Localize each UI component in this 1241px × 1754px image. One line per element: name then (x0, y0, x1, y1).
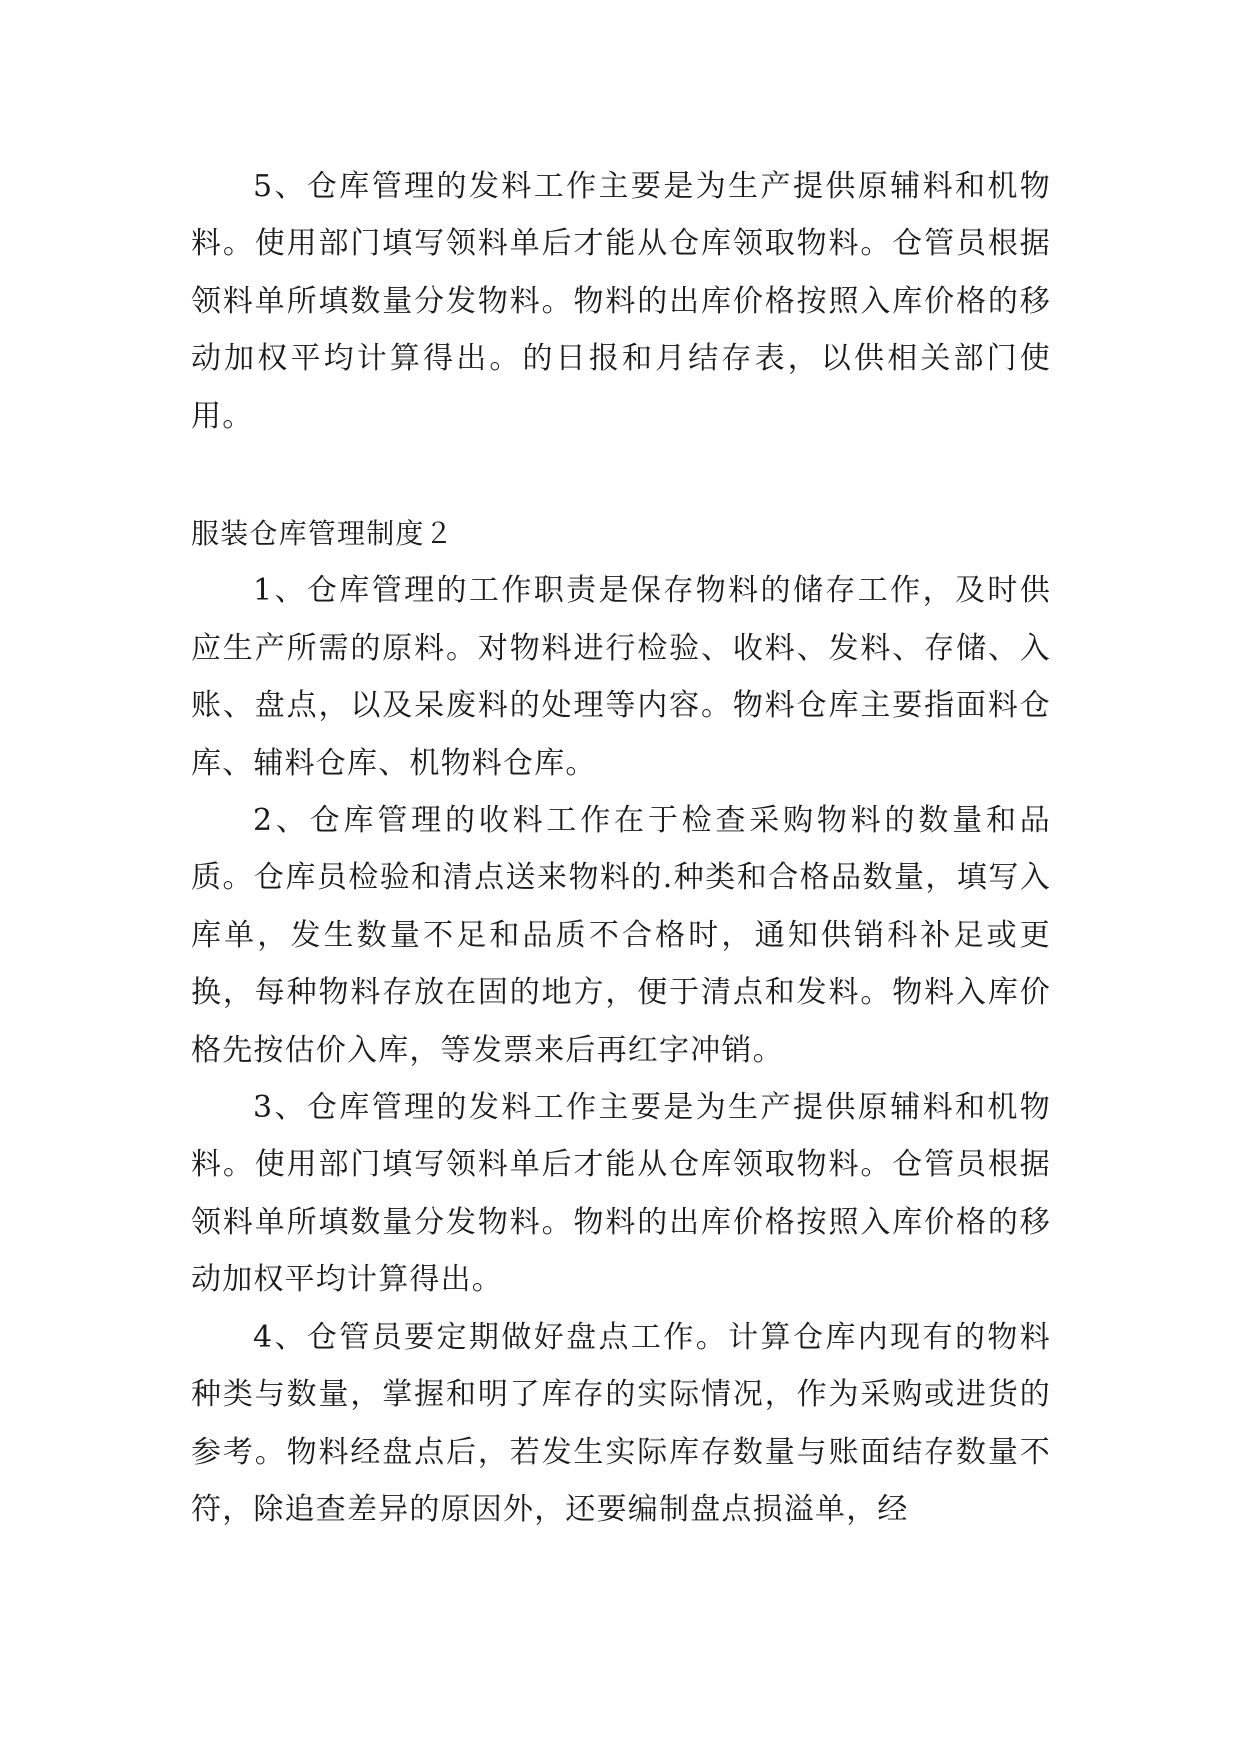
paragraph-2: 2、仓库管理的收料工作在于检查采购物料的数量和品质。仓库员检验和清点送来物料的.种类和合格品数量，填写入库单，发生数量不足和品质不合格时，通知供销科补足或更换，每种物料存放在固的地方，便于清点和发料。物料入库价格先按估价入库，等发票来后再红字冲销。 (191, 803, 1051, 1068)
section-2 (191, 505, 1051, 1538)
paragraph-5: 5、仓库管理的发料工作主要是为生产提供原辅料和机物料。使用部门填写领料单后才能从仓库领取物料。仓管员根据领料单所填数量分发物料。物料的出库价格按照入库价格的移动加权平均计算得出。的日报和月结存表，以供相关部门使用。 (191, 169, 1051, 434)
paragraph-1: 1、仓库管理的工作职责是保存物料的储存工作，及时供应生产所需的原料。对物料进行检验、收料、发料、存储、入账、盘点，以及呆废料的处理等内容。物料仓库主要指面料仓库、辅料仓库、机物料仓库。 (191, 573, 1051, 781)
section-heading: 服装仓库管理制度２ (191, 517, 454, 550)
paragraph-3: 3、仓库管理的发料工作主要是为生产提供原辅料和机物料。使用部门填写领料单后才能从仓库领取物料。仓管员根据领料单所填数量分发物料。物料的出库价格按照入库价格的移动加权平均计算得出。 (191, 1090, 1051, 1298)
paragraph-4: 4、仓管员要定期做好盘点工作。计算仓库内现有的物料种类与数量，掌握和明了库存的实际情况，作为采购或进货的参考。物料经盘点后，若发生实际库存数量与账面结存数量不符，除追查差异的原因外，还要编制盘点损溢单，经 (191, 1319, 1051, 1527)
previous-section (191, 158, 1051, 445)
